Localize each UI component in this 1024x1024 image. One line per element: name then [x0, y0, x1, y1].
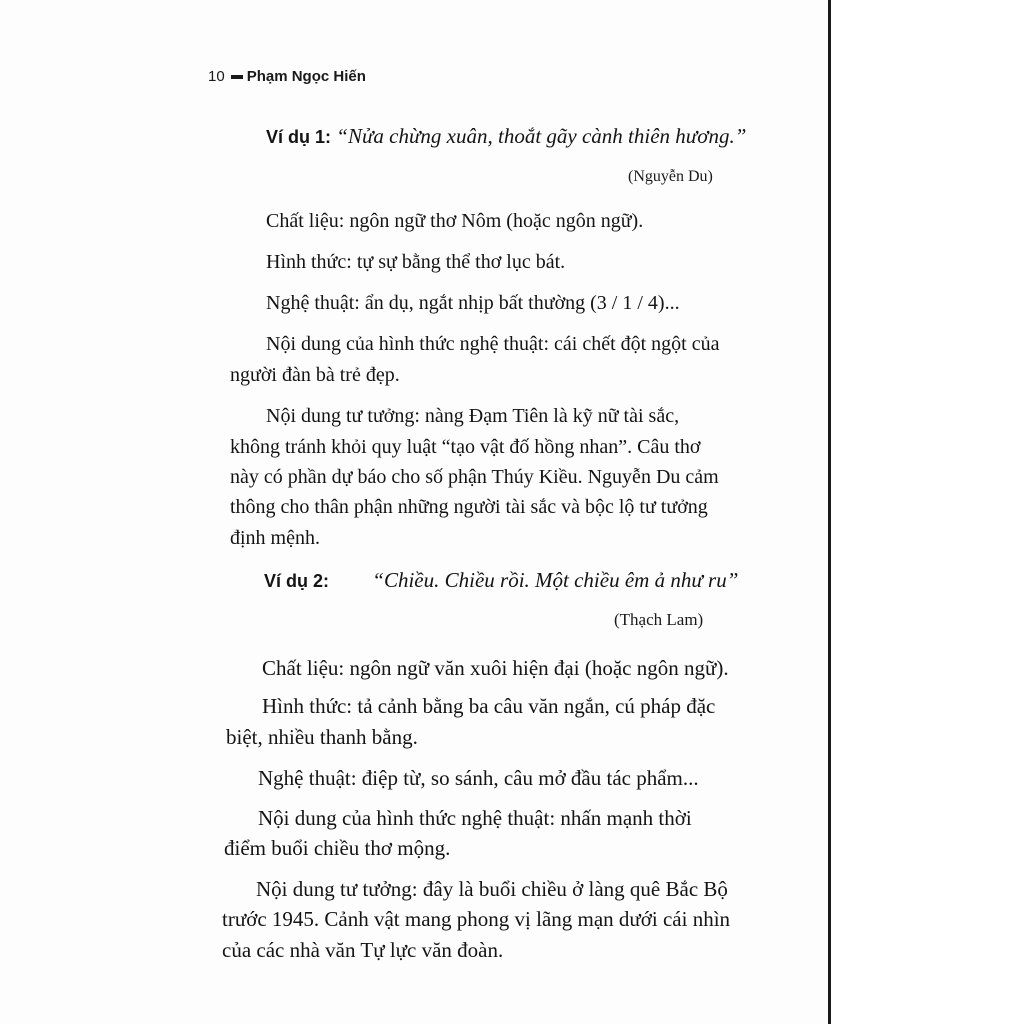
example1-line-3: Nghệ thuật: ẩn dụ, ngắt nhịp bất thường (3 / 1 / 4)...	[266, 292, 680, 314]
page-margin	[831, 0, 1024, 1024]
example1-line-7: không tránh khỏi quy luật “tạo vật đố hồng nhan”. Câu thơ	[230, 436, 701, 458]
example1-line-10: định mệnh.	[230, 527, 320, 549]
example2-line-7: Nội dung tư tưởng: đây là buổi chiều ở làng quê Bắc Bộ	[256, 877, 728, 901]
example2-line-1: Chất liệu: ngôn ngữ văn xuôi hiện đại (hoặc ngôn ngữ).	[262, 656, 729, 680]
page-edge-divider	[828, 0, 831, 1024]
example1-label: Ví dụ 1:	[266, 127, 332, 147]
example2-line-9: của các nhà văn Tự lực văn đoàn.	[222, 938, 504, 962]
example2-label: Ví dụ 2:	[264, 571, 330, 591]
example2-source: (Thạch Lam)	[614, 610, 704, 629]
example2-quote: “Chiều. Chiều rồi. Một chiều êm ả như ru”	[372, 568, 739, 592]
header-dash	[231, 75, 243, 79]
example1-line-8: này có phần dự báo cho số phận Thúy Kiều. Nguyễn Du cảm	[230, 466, 719, 488]
header-author: Phạm Ngọc Hiến	[246, 68, 366, 85]
running-header	[208, 68, 366, 85]
example1-line-5: người đàn bà trẻ đẹp.	[230, 364, 400, 386]
example2-line-5: Nội dung của hình thức nghệ thuật: nhấn mạnh thời	[258, 806, 692, 830]
example2-line-3: biệt, nhiều thanh bằng.	[226, 725, 418, 749]
example2-line-2: Hình thức: tả cảnh bằng ba câu văn ngắn, cú pháp đặc	[262, 694, 716, 718]
example2-line-4: Nghệ thuật: điệp từ, so sánh, câu mở đầu tác phẩm...	[258, 766, 699, 790]
page-number: 10	[208, 68, 225, 85]
example1-quote: “Nửa chừng xuân, thoắt gãy cành thiên hương.”	[336, 124, 747, 148]
example1-source: (Nguyễn Du)	[628, 168, 713, 185]
example1-line-2: Hình thức: tự sự bằng thể thơ lục bát.	[266, 251, 566, 273]
example2-line-8: trước 1945. Cảnh vật mang phong vị lãng mạn dưới cái nhìn	[222, 907, 731, 931]
example1-line-4: Nội dung của hình thức nghệ thuật: cái chết đột ngột của	[266, 333, 720, 355]
example2-heading	[264, 567, 738, 594]
example1-heading	[266, 123, 746, 150]
example1-line-1: Chất liệu: ngôn ngữ thơ Nôm (hoặc ngôn ngữ).	[266, 210, 644, 232]
example2-line-6: điểm buổi chiều thơ mộng.	[224, 836, 451, 860]
example1-line-9: thông cho thân phận những người tài sắc và bộc lộ tư tưởng	[230, 496, 708, 518]
example1-line-6: Nội dung tư tưởng: nàng Đạm Tiên là kỹ nữ tài sắc,	[266, 405, 680, 427]
